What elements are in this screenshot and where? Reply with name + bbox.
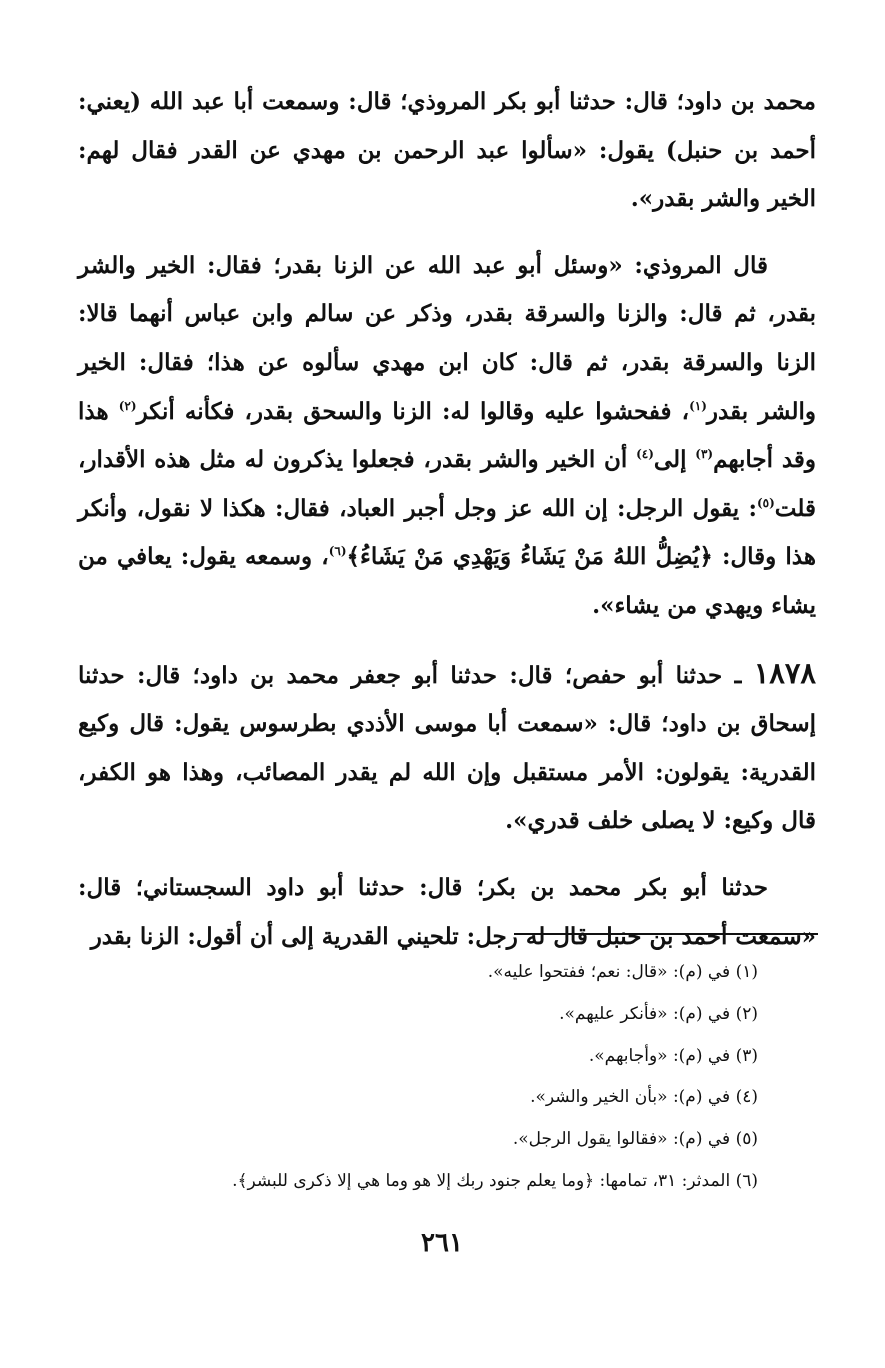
paragraph-2-text: أن الخير والشر بقدر، فجعلوا يذكرون له مثل هذه الأقدار، قلت bbox=[78, 446, 816, 522]
footnote-3: (٣) في (م): «وأجابهم». bbox=[588, 1045, 758, 1066]
paragraph-2-text: : يقول الرجل: إن الله عز وجل أجبر العباد، فقال: هكذا لا نقول، وأنكر هذا وقال: ﴿يُضِلُّ اللهُ مَنْ يَشَاءُ وَيَهْدِي مَنْ يَشَاءُ﴾ bbox=[78, 494, 816, 571]
paragraph-2-text: ، وسمعه يقول: يعافي من يشاء ويهدي من يشاء». bbox=[78, 543, 816, 619]
paragraph-4: حدثنا أبو بكر محمد بن بكر؛ قال: حدثنا أبو داود السجستاني؛ قال: «سمعت أحمد بن حنبل قال له رجل: تلحيني القدرية إلى أن أقول: الزنا بقدر bbox=[78, 873, 816, 950]
paragraph-3-text: ـ حدثنا أبو حفص؛ قال: حدثنا أبو جعفر محمد بن داود؛ قال: حدثنا إسحاق بن داود؛ قال: «سمعت أبا موسى الأذدي بطرسوس يقول: قال وكيع القدرية: يقولون: الأمر مستقبل وإن الله لم يقدر المصائب، وهذا هو الكفر، قال وكيع: لا يصلى خلف قدري». bbox=[78, 661, 816, 835]
page-number: ٢٦١ bbox=[421, 1228, 463, 1258]
paragraph-2-text: هذا وقد أجابهم bbox=[78, 397, 816, 474]
paragraph-1: محمد بن داود؛ قال: حدثنا أبو بكر المروذي؛ قال: وسمعت أبا عبد الله (يعني: أحمد بن حنبل) يقول: «سألوا عبد الرحمن بن مهدي عن القدر فقال لهم: الخير والشر بقدر». bbox=[78, 88, 816, 213]
footnote-marker-2: (٢) bbox=[118, 398, 137, 413]
footnote-2: (٢) في (م): «فأنكر عليهم». bbox=[559, 1003, 758, 1024]
paragraph-2-text: إلى bbox=[653, 446, 696, 474]
footnotes bbox=[78, 952, 758, 1203]
footnote-marker-4: (٤) bbox=[636, 447, 654, 462]
footnote-separator bbox=[514, 933, 818, 935]
footnote-marker-6: (٦) bbox=[328, 544, 347, 559]
paragraph-2 bbox=[78, 242, 816, 631]
main-text bbox=[78, 78, 816, 961]
footnote-4: (٤) في (م): «بأن الخير والشر». bbox=[530, 1087, 758, 1108]
paragraph-2-text: ، ففحشوا عليه وقالوا له: الزنا والسحق بقدر، فكأنه أنكر bbox=[136, 397, 690, 425]
footnote-6: (٦) المدثر: ٣١، تمامها: ﴿وما يعلم جنود ربك إلا هو وما هي إلا ذكرى للبشر﴾. bbox=[232, 1170, 758, 1191]
footnote-5: (٥) في (م): «فقالوا يقول الرجل». bbox=[512, 1129, 758, 1150]
footnote-marker-1: (١) bbox=[689, 398, 707, 413]
footnote-marker-5: (٥) bbox=[756, 495, 775, 510]
paragraph-3 bbox=[78, 649, 816, 846]
hadith-number: ١٨٧٨ bbox=[753, 655, 816, 690]
footnote-marker-3: (٣) bbox=[695, 447, 714, 462]
paragraph-2-text: قال المروذي: «وسئل أبو عبد الله عن الزنا بقدر؛ فقال: الخير والشر بقدر، ثم قال: والزنا والسرقة بقدر، وذكر عن سالم وابن عباس أنهما قالا: الزنا والسرقة بقدر، ثم قال: كان ابن مهدي سألوه عن هذا؛ فقال: الخير والشر بقدر bbox=[78, 251, 816, 425]
footnote-1: (١) في (م): «قال: نعم؛ ففتحوا عليه». bbox=[487, 962, 758, 982]
